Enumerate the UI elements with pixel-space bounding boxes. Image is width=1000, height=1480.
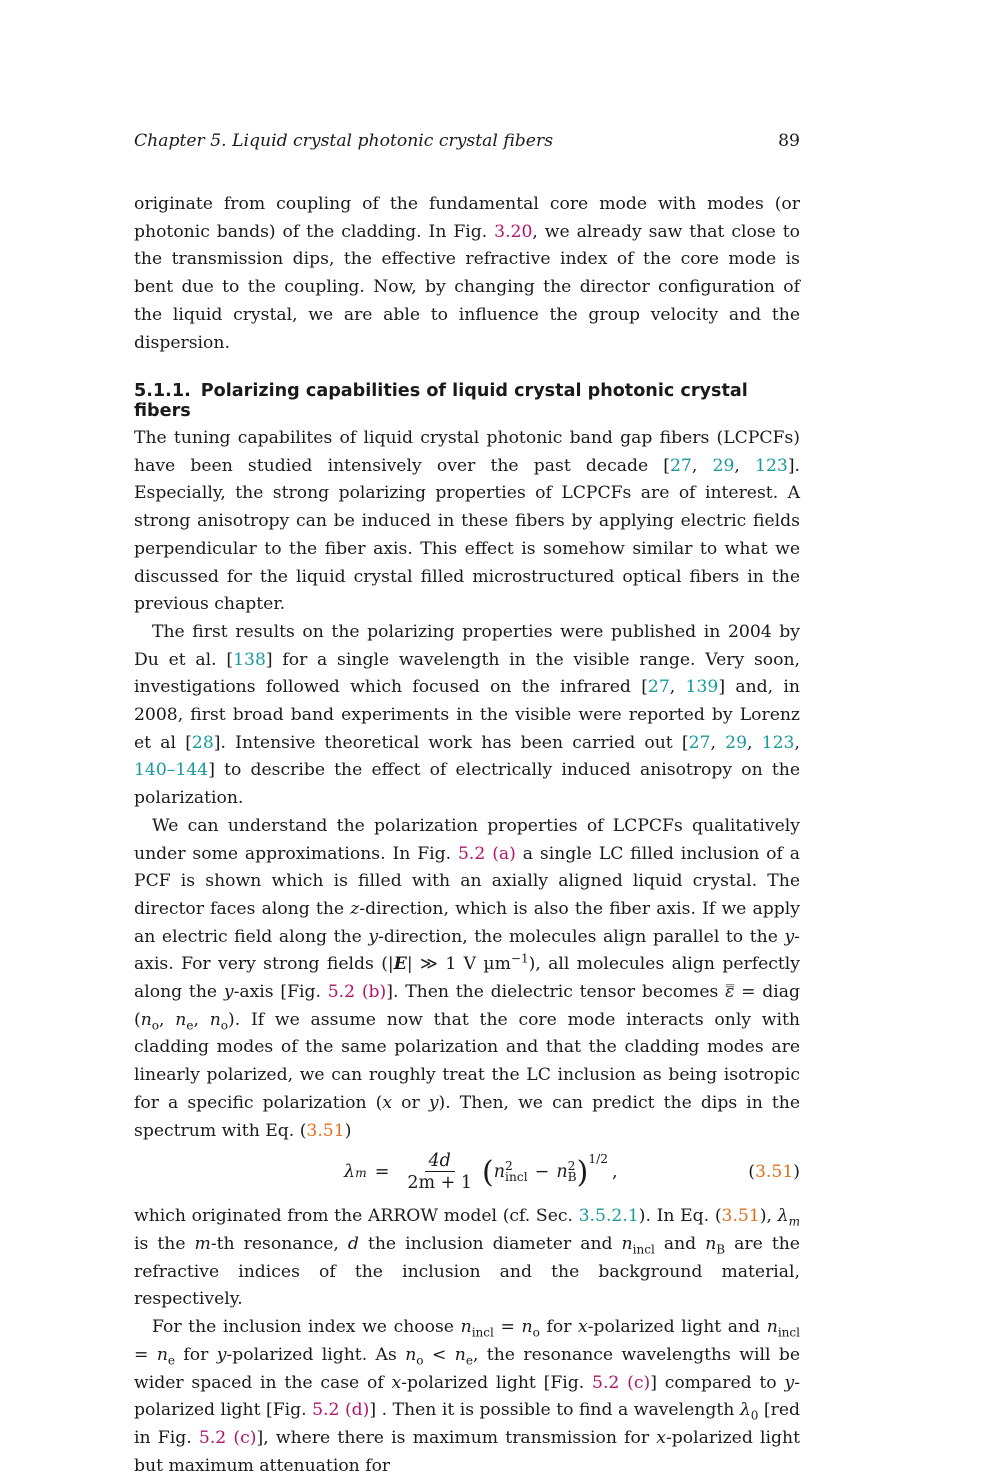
main-block [134,425,800,1480]
citation-link[interactable]: 138 [233,649,266,670]
citation-link[interactable]: 29 [712,455,735,476]
intro-block [134,191,800,357]
citation-link[interactable]: 123 [755,455,788,476]
fig-link-5-2b[interactable]: 5.2 (b) [327,982,387,1003]
paragraph-2: The first results on the polarizing properties were published in 2004 by Du et al. [138] for a single wavelength in the visible range. Very soon, investigations followed which focused on the infrared [27, 139] and, in 2008, first broad band experiments in the visible were reported by Lorenz et al [28]. Intensive theoretical work has been carried out [27, 29, 123, 140–144] to describe the effect of electrically induced anisotropy on the polarization. [134,621,801,809]
citation-link[interactable]: 29 [725,732,748,753]
fraction: $\frac{4d}{2m + 1}$ [407,1151,473,1194]
equation-number: (3.51) [748,1162,800,1183]
equation-label[interactable]: 3.51 [755,1162,794,1183]
equation-body: λ m = $\frac{4d}{2m + 1}$ ( n 2 incl − n 2 B ) $^{1/2}$ , [344,1151,618,1194]
citation-link[interactable]: 27 [688,732,711,753]
fig-link-5-2c[interactable]: 5.2 (c) [198,1427,257,1448]
fig-link-3-20[interactable]: 3.20 [494,221,533,242]
citation-link[interactable]: 139 [685,677,719,698]
citation-link[interactable]: 28 [191,732,214,753]
paragraph-5: For the inclusion index we choose $n_{incl} = n_o$ for x-polarized light and $n_{incl} = n_e$ for y-polarized light. As $n_o < n_e$, the resonance wavelengths will be wider spaced in the case of x-polarized light [Fig. 5.2 (c)] compared to y-polarized light [Fig. 5.2 (d)] . Then it is possible to find a wavelength $\lambda_0$ [red in Fig. 5.2 (c)], where there is maximum transmission for x-polarized light but maximum attenuation for [134,1317,801,1476]
paragraph-1: The tuning capabilites of liquid crystal photonic band gap fibers (LCPCFs) have been studied intensively over the past decade [27, 29, 123]. Especially, the strong polarizing properties of LCPCFs are of interest. A strong anisotropy can be induced in these fibers by applying electric fields perpendicular to the fiber axis. This effect is somehow similar to what we discussed for the liquid crystal filled microstructured optical fibers in the previous chapter. [134,428,801,615]
paragraph-3: We can understand the polarization properties of LCPCFs qualitatively under some approximations. In Fig. 5.2 (a) a single LC filled inclusion of a PCF is shown which is filled with an axially aligned liquid crystal. The director faces along the z-direction, which is also the fiber axis. If we apply an electric field along the y-direction, the molecules align parallel to the y-axis. For very strong fields (|E| ≫ 1 V µm$^{-1}$), all molecules align perfectly along the y-axis [Fig. 5.2 (b)]. Then the dielectric tensor becomes ε̿ = diag ($n_o$, $n_e$, $n_o$). If we assume now that the core mode interacts only with cladding modes of the same polarization and that the cladding modes are linearly polarized, we can roughly treat the LC inclusion as being isotropic for a specific polarization (x or y). Then, we can predict the dips in the spectrum with Eq. (3.51) [134,815,801,1141]
equation-link[interactable]: 3.51 [721,1206,760,1227]
section-number: 5.1.1. [134,381,191,401]
fig-link-5-2c[interactable]: 5.2 (c) [592,1372,651,1393]
fig-link-5-2a[interactable]: 5.2 (a) [457,843,516,864]
fig-link-5-2d[interactable]: 5.2 (d) [312,1400,370,1421]
equation-link[interactable]: 3.51 [306,1120,345,1141]
citation-link[interactable]: 27 [670,455,692,476]
section-link[interactable]: 3.5.2.1 [578,1206,639,1227]
page-number: 89 [778,131,800,151]
paragraph-4: which originated from the ARROW model (cf. Sec. 3.5.2.1). In Eq. (3.51), $\lambda_m$ is the m-th resonance, d the inclusion diameter and $n_{incl}$ and $n_B$ are the refractive indices of the inclusion and the background material, respectively. [134,1206,800,1310]
equation-3-51 [134,1145,800,1203]
chapter-title: Chapter 5. Liquid crystal photonic crystal fibers [134,131,554,151]
citation-link[interactable]: 140–144 [134,760,209,781]
section-heading [134,381,800,421]
intro-paragraph: originate from coupling of the fundamental core mode with modes (or photonic bands) of the cladding. In Fig. 3.20, we already saw that close to the transmission dips, the effective refractive index of the core mode is bent due to the coupling. Now, by changing the director configuration of the liquid crystal, we are able to influence the group velocity and the dispersion. [134,194,800,353]
running-header [134,131,800,151]
section-title: Polarizing capabilities of liquid crystal photonic crystal fibers [134,381,748,421]
citation-link[interactable]: 123 [761,732,795,753]
citation-link[interactable]: 27 [647,677,670,698]
